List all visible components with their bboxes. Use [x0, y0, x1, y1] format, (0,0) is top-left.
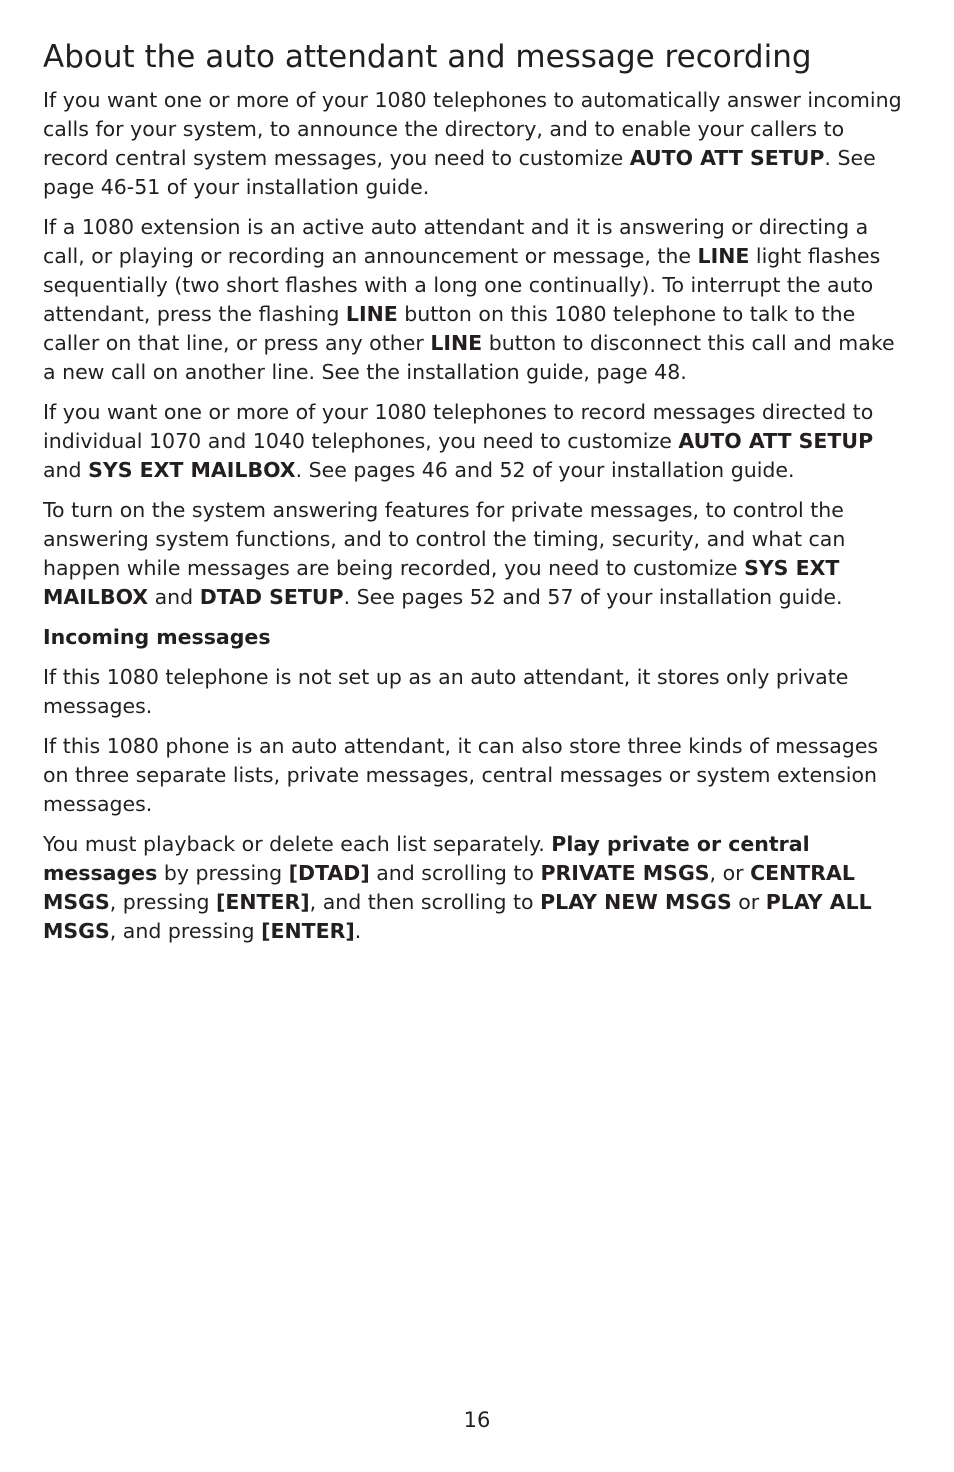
- text-run: . See pages 46 and 52 of your installation guide.: [295, 458, 795, 482]
- bold-term: LINE: [430, 331, 483, 355]
- body-paragraph: [43, 830, 903, 946]
- bold-term: PRIVATE MSGS: [540, 861, 710, 885]
- bold-term: PLAY NEW MSGS: [540, 890, 732, 914]
- bold-term: Play private or central messages: [43, 832, 810, 885]
- section-subheading: [43, 623, 903, 652]
- text-run: If you want one or more of your 1080 telephones to record messages directed to individual 1070 and 1040 telephones, you need to customize: [43, 400, 874, 453]
- text-run: , and then scrolling to: [309, 890, 541, 914]
- text-run: button to disconnect this call and make a new call on another line. See the installation guide, page 48.: [43, 331, 895, 384]
- text-run: . See page 46-51 of your installation guide.: [43, 146, 876, 199]
- bold-term: LINE: [697, 244, 750, 268]
- text-run: or: [731, 890, 766, 914]
- body-text: [43, 86, 903, 957]
- bold-term: AUTO ATT SETUP: [678, 429, 874, 453]
- text-run: , and pressing: [109, 919, 262, 943]
- body-paragraph: [43, 496, 903, 612]
- bold-term: DTAD SETUP: [199, 585, 344, 609]
- text-run: If this 1080 telephone is not set up as an auto attendant, it stores only private messages.: [43, 665, 849, 718]
- bold-term: [ENTER]: [215, 890, 310, 914]
- text-run: . See pages 52 and 57 of your installation guide.: [343, 585, 843, 609]
- bold-term: Incoming messages: [43, 625, 271, 649]
- page-number: 16: [463, 1408, 491, 1432]
- text-run: If this 1080 phone is an auto attendant, it can also store three kinds of messages on three separate lists, private messages, central messages or system extension messages.: [43, 734, 879, 816]
- body-paragraph: [43, 732, 903, 819]
- body-paragraph: [43, 86, 903, 202]
- text-run: and scrolling to: [369, 861, 541, 885]
- body-paragraph: [43, 213, 903, 387]
- bold-term: SYS EXT MAILBOX: [88, 458, 296, 482]
- text-run: .: [354, 919, 362, 943]
- bold-term: SYS EXT MAILBOX: [43, 556, 840, 609]
- text-run: To turn on the system answering features for private messages, to control the answering system functions, and to control the timing, security, and what can happen while messages are being recorded, you need to customize: [43, 498, 846, 580]
- text-run: and: [148, 585, 200, 609]
- body-paragraph: [43, 663, 903, 721]
- text-run: If you want one or more of your 1080 telephones to automatically answer incoming calls for your system, to announce the directory, and to enable your callers to record central system messages, you need to customize: [43, 88, 902, 170]
- bold-term: CENTRAL MSGS: [43, 861, 855, 914]
- text-run: If a 1080 extension is an active auto attendant and it is answering or directing a call, or playing or recording an announcement or message, the: [43, 215, 869, 268]
- bold-term: PLAY ALL MSGS: [43, 890, 872, 943]
- body-paragraph: [43, 398, 903, 485]
- bold-term: [ENTER]: [261, 919, 355, 943]
- text-run: You must playback or delete each list separately.: [43, 832, 552, 856]
- text-run: button on this 1080 telephone to talk to the caller on that line, or press any other: [43, 302, 856, 355]
- page-title: About the auto attendant and message recording: [43, 39, 812, 75]
- bold-term: AUTO ATT SETUP: [629, 146, 825, 170]
- bold-term: LINE: [345, 302, 398, 326]
- text-run: , pressing: [109, 890, 216, 914]
- bold-term: [DTAD]: [288, 861, 370, 885]
- text-run: , or: [709, 861, 751, 885]
- text-run: and: [43, 458, 89, 482]
- text-run: light flashes sequentially (two short flashes with a long one continually). To interrupt the auto attendant, press the flashing: [43, 244, 881, 326]
- text-run: by pressing: [157, 861, 289, 885]
